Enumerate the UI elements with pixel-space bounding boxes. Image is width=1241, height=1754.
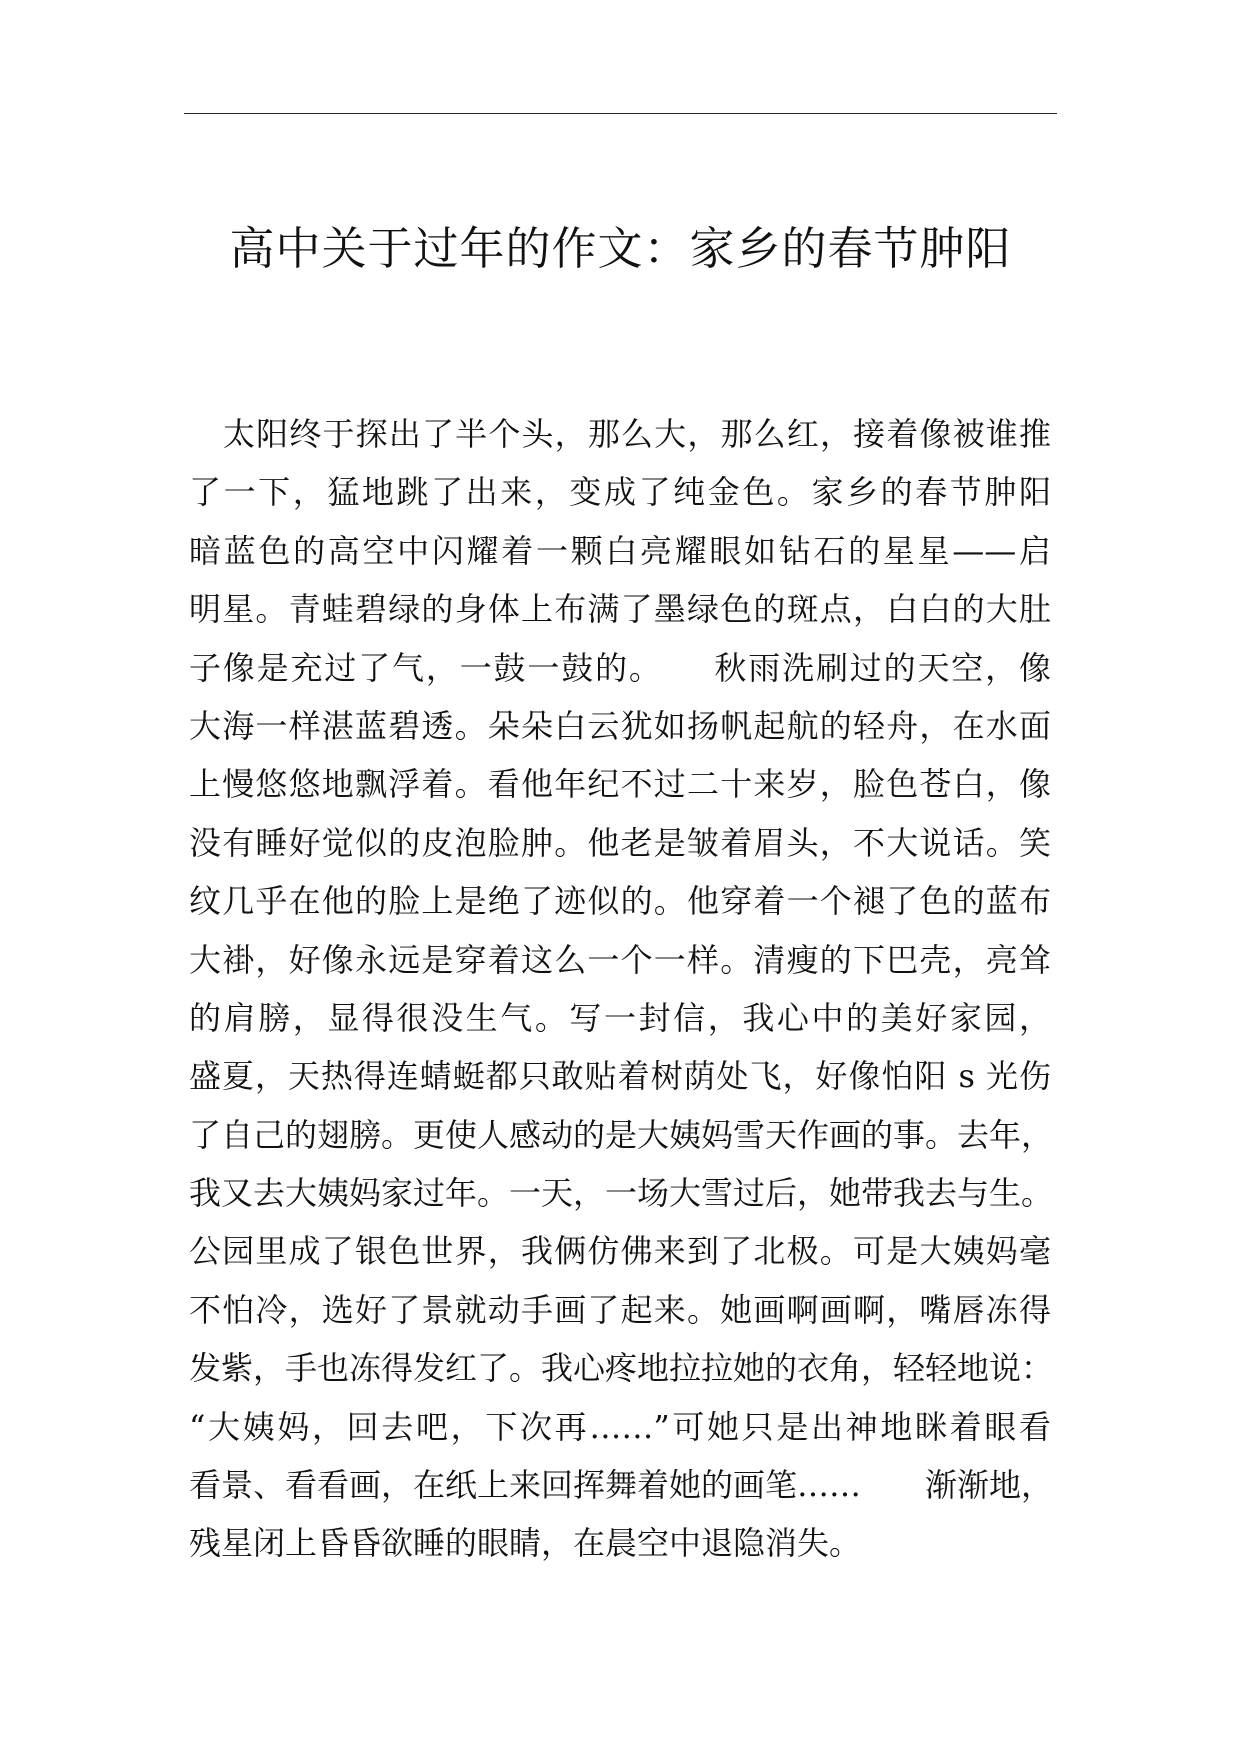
text-line: 看景、看看画，在纸上来回挥舞着她的画笔…… 渐渐地， bbox=[189, 1466, 1054, 1505]
text-line: 大褂，好像永远是穿着这么一个一样。清瘦的下巴壳，亮耸 bbox=[189, 940, 1051, 979]
text-line: 暗蓝色的高空中闪耀着一颗白亮耀眼如钻石的星星——启 bbox=[189, 531, 1051, 570]
text-line: 大海一样湛蓝碧透。朵朵白云犹如扬帆起航的轻舟，在水面 bbox=[189, 706, 1051, 745]
text-line: 的肩膀，显得很没生气。写一封信，我心中的美好家园， bbox=[189, 998, 1051, 1037]
text-line: 残星闭上昏昏欲睡的眼睛，在晨空中退隐消失。 bbox=[189, 1524, 862, 1563]
text-line: 了一下，猛地跳了出来，变成了纯金色。家乡的春节肿阳 bbox=[189, 473, 1051, 512]
document-title: 高中关于过年的作文：家乡的春节肿阳 bbox=[229, 222, 1012, 275]
text-line: 我又去大姨妈家过年。一天，一场大雪过后，她带我去与生。 bbox=[189, 1174, 1054, 1213]
text-line: 上慢悠悠地飘浮着。看他年纪不过二十来岁，脸色苍白，像 bbox=[189, 765, 1051, 804]
header-rule bbox=[184, 113, 1057, 114]
text-line: 没有睡好觉似的皮泡脸肿。他老是皱着眉头，不大说话。笑 bbox=[189, 823, 1051, 862]
text-line: 了自己的翅膀。更使人感动的是大姨妈雪天作画的事。去年， bbox=[189, 1115, 1054, 1154]
essay-body bbox=[189, 405, 1054, 1573]
text-line: 纹几乎在他的脸上是绝了迹似的。他穿着一个褪了色的蓝布 bbox=[189, 882, 1051, 921]
text-line: 子像是充过了气，一鼓一鼓的。 秋雨洗刷过的天空，像 bbox=[189, 648, 1051, 687]
text-line: 不怕冷，选好了景就动手画了起来。她画啊画啊，嘴唇冻得 bbox=[189, 1290, 1051, 1329]
text-line: 盛夏，天热得连蜻蜓都只敢贴着树荫处飞，好像怕阳 s 光伤 bbox=[189, 1057, 1051, 1096]
text-line: 太阳终于探出了半个头，那么大，那么红，接着像被谁推 bbox=[223, 415, 1051, 453]
text-line: 明星。青蛙碧绿的身体上布满了墨绿色的斑点，白白的大肚 bbox=[189, 590, 1051, 629]
text-line: 发紫，手也冻得发红了。我心疼地拉拉她的衣角，轻轻地说： bbox=[189, 1349, 1054, 1388]
text-line: 公园里成了银色世界，我俩仿佛来到了北极。可是大姨妈毫 bbox=[189, 1232, 1051, 1271]
text-line: “大姨妈，回去吧，下次再……”可她只是出神地眯着眼看 bbox=[189, 1407, 1051, 1446]
